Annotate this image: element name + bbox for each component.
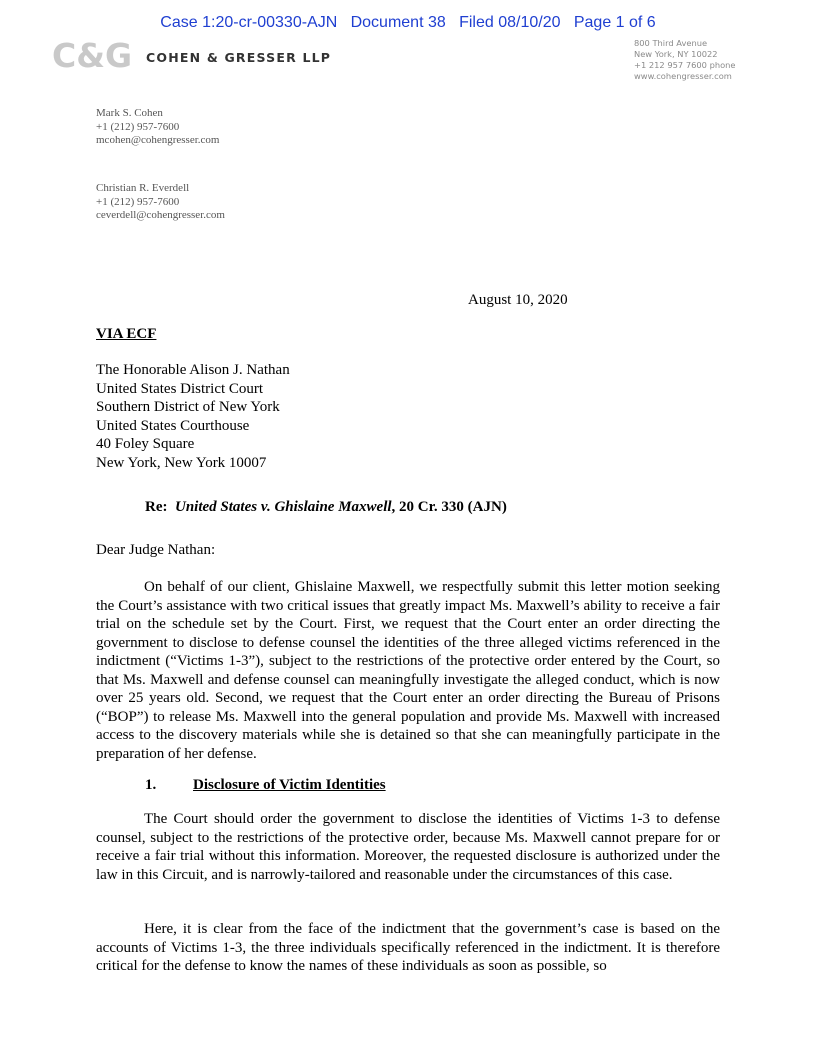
attorney-block-everdell <box>96 182 225 223</box>
case-header-stamp: Case 1:20-cr-00330-AJN Document 38 Filed 08/10/20 Page 1 of 6 <box>160 14 656 31</box>
case-number: , 20 Cr. 330 (AJN) <box>391 499 507 515</box>
address-line: www.cohengresser.com <box>634 71 732 81</box>
firm-logo <box>52 36 133 75</box>
address-line: New York, NY 10022 <box>634 49 718 59</box>
cg-logo-icon <box>52 36 133 75</box>
re-label: Re: <box>145 499 168 515</box>
body-paragraph: Here, it is clear from the face of the indictment that the government’s case is based on the accounts of Victims 1-3, the three individuals specifically referenced in the indictment. It is therefore critical for the defense to know the names of these individuals as soon as possible, so <box>96 921 720 974</box>
attorney-phone: +1 (212) 957-7600 <box>96 120 180 133</box>
recipient-line: United States Courthouse <box>96 417 250 434</box>
recipient-line: Southern District of New York <box>96 399 280 416</box>
section-number: 1. <box>145 777 157 793</box>
recipient-line: 40 Foley Square <box>96 436 195 453</box>
recipient-line: New York, New York 10007 <box>96 454 267 471</box>
recipient-line: United States District Court <box>96 380 264 397</box>
body-paragraph: The Court should order the government to disclose the identities of Victims 1-3 to defense counsel, subject to the restrictions of the protective order, because Ms. Maxwell cannot prepare for or receive a fair trial without this information. Moreover, the requested disclosure is authorized under the law in this Circuit, and is narrowly-tailored and reasonable under the circumstances of this case. <box>96 811 720 883</box>
salutation: Dear Judge Nathan: <box>96 542 216 558</box>
recipient-address <box>96 361 290 473</box>
section-heading <box>145 777 386 794</box>
recipient-line: The Honorable Alison J. Nathan <box>96 362 290 378</box>
firm-address <box>634 38 736 82</box>
attorney-email: ceverdell@cohengresser.com <box>96 209 225 221</box>
letter-date: August 10, 2020 <box>468 292 568 308</box>
firm-name: COHEN & GRESSER LLP <box>146 50 332 65</box>
re-line <box>145 499 507 516</box>
body-paragraph: On behalf of our client, Ghislaine Maxwell, we respectfully submit this letter motion seeking the Court’s assistance with two critical issues that greatly impact Ms. Maxwell’s ability to receive a fair trial on the schedule set by the Court. First, we request that the Court enter an order directing the government to disclose to defense counsel the identities of the three alleged victims referenced in the indictment (“Victims 1-3”), subject to the restrictions of the protective order entered by the Court, so that Ms. Maxwell and defense counsel can meaningfully investigate the alleged conduct, which is now over 25 years old. Second, we request that the Court enter an order directing the Bureau of Prisons (“BOP”) to release Ms. Maxwell into the general population and provide Ms. Maxwell with increased access to the discovery materials while she is detained so that she can meaningfully participate in the preparation of her defense. <box>96 579 720 762</box>
case-title: United States v. Ghislaine Maxwell <box>175 499 392 515</box>
address-line: +1 212 957 7600 phone <box>634 60 736 70</box>
logo-text: C&G <box>52 36 133 75</box>
delivery-method: VIA ECF <box>96 326 157 342</box>
attorney-name: Christian R. Everdell <box>96 182 190 194</box>
attorney-name: Mark S. Cohen <box>96 107 163 119</box>
section-title: Disclosure of Victim Identities <box>193 777 386 793</box>
attorney-phone: +1 (212) 957-7600 <box>96 195 180 208</box>
attorney-block-cohen <box>96 107 219 148</box>
address-line: 800 Third Avenue <box>634 38 708 48</box>
attorney-email: mcohen@cohengresser.com <box>96 134 220 146</box>
